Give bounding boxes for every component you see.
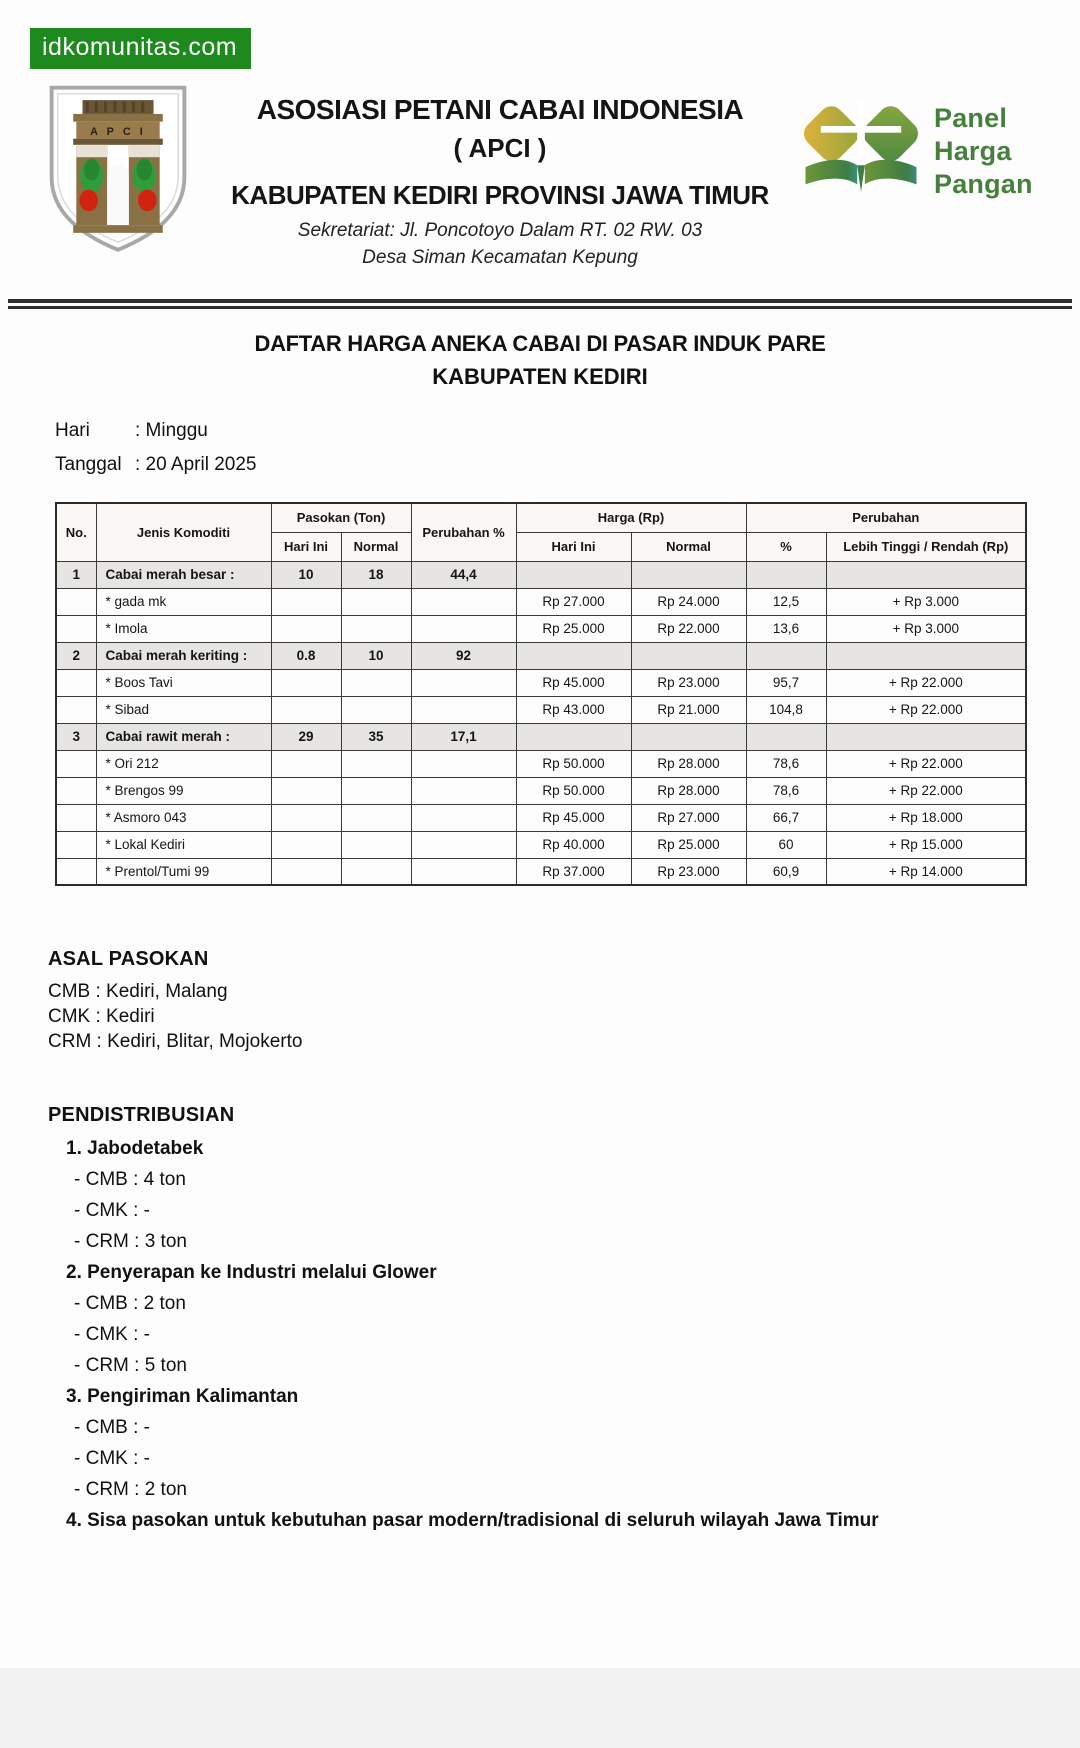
cell-harga-hari-ini — [516, 723, 631, 750]
cell-harga-hari-ini: Rp 25.000 — [516, 615, 631, 642]
org-name: ASOSIASI PETANI CABAI INDONESIA — [256, 94, 744, 125]
cell-pct: 104,8 — [746, 696, 826, 723]
cell-harga-hari-ini — [516, 642, 631, 669]
cell-pasokan-hari-ini: 0.8 — [271, 642, 341, 669]
cell-pasokan-hari-ini — [271, 804, 341, 831]
cell-perubahan-pct — [411, 858, 516, 885]
cell-pasokan-normal — [341, 615, 411, 642]
cell-pct: 78,6 — [746, 777, 826, 804]
asal-pasokan-lines — [48, 979, 1080, 1054]
cell-harga-normal: Rp 23.000 — [631, 858, 746, 885]
distribution-item-line: - CRM : 5 ton — [74, 1355, 187, 1376]
cell-pasokan-hari-ini — [271, 777, 341, 804]
secretariat-line1: Sekretariat: Jl. Poncotoyo Dalam RT. 02 RW. 03 — [297, 220, 703, 241]
col-header-perubahan-pct: Perubahan % — [411, 503, 516, 561]
commodity-category-row — [56, 723, 1026, 750]
cell-selisih: + Rp 22.000 — [826, 696, 1026, 723]
pendistribusian-section — [48, 1104, 1080, 1536]
cell-komoditi: * Lokal Kediri — [96, 831, 271, 858]
cell-no: 1 — [56, 561, 96, 588]
cell-no — [56, 588, 96, 615]
col-group-harga: Harga (Rp) — [516, 503, 746, 532]
distribution-item-line: - CRM : 3 ton — [74, 1231, 187, 1252]
distribution-item-line: - CMB : 2 ton — [74, 1293, 186, 1314]
cell-harga-normal: Rp 21.000 — [631, 696, 746, 723]
cell-komoditi: * gada mk — [96, 588, 271, 615]
cell-perubahan-pct — [411, 615, 516, 642]
commodity-category-row — [56, 561, 1026, 588]
cell-pasokan-hari-ini — [271, 750, 341, 777]
variety-row — [56, 831, 1026, 858]
day-row — [55, 420, 1080, 442]
cell-perubahan-pct — [411, 750, 516, 777]
asal-pasokan-section — [48, 948, 1080, 1054]
cell-pasokan-normal — [341, 831, 411, 858]
distribution-item-line: - CMB : - — [74, 1417, 150, 1438]
cell-selisih: + Rp 3.000 — [826, 588, 1026, 615]
day-label: Hari — [55, 420, 90, 441]
cell-pasokan-normal — [341, 696, 411, 723]
variety-row — [56, 669, 1026, 696]
distribution-item-line: - CMB : 4 ton — [74, 1169, 186, 1190]
cell-perubahan-pct — [411, 804, 516, 831]
cell-harga-normal: Rp 25.000 — [631, 831, 746, 858]
cell-no — [56, 669, 96, 696]
cell-perubahan-pct — [411, 696, 516, 723]
cell-harga-normal — [631, 561, 746, 588]
cell-pasokan-hari-ini — [271, 669, 341, 696]
date-label: Tanggal — [55, 454, 122, 475]
cell-pasokan-hari-ini — [271, 696, 341, 723]
cell-no — [56, 696, 96, 723]
cell-komoditi: * Boos Tavi — [96, 669, 271, 696]
document-title-line2: KABUPATEN KEDIRI — [432, 364, 648, 389]
cell-pasokan-hari-ini — [271, 588, 341, 615]
cell-komoditi: * Prentol/Tumi 99 — [96, 858, 271, 885]
col-group-perubahan: Perubahan — [746, 503, 1026, 532]
asal-pasokan-line: CMK : Kediri — [48, 1006, 155, 1027]
variety-row — [56, 696, 1026, 723]
cell-komoditi: Cabai merah besar : — [96, 561, 271, 588]
cell-pasokan-normal — [341, 858, 411, 885]
distribution-item-label: 3. Pengiriman Kalimantan — [66, 1386, 299, 1407]
commodity-category-row — [56, 642, 1026, 669]
watermark-badge: idkomunitas.com — [30, 28, 251, 69]
cell-perubahan-pct: 44,4 — [411, 561, 516, 588]
pendistribusian-list — [48, 1133, 1080, 1536]
variety-row — [56, 615, 1026, 642]
variety-row — [56, 804, 1026, 831]
price-table-body — [56, 561, 1026, 885]
panel-harga-pangan-icon — [794, 96, 928, 205]
cell-pasokan-normal — [341, 750, 411, 777]
cell-harga-normal: Rp 24.000 — [631, 588, 746, 615]
cell-komoditi: * Brengos 99 — [96, 777, 271, 804]
cell-komoditi: * Imola — [96, 615, 271, 642]
cell-pct: 66,7 — [746, 804, 826, 831]
cell-harga-normal — [631, 723, 746, 750]
col-header-harga-hari-ini: Hari Ini — [516, 532, 631, 561]
cell-no — [56, 858, 96, 885]
col-header-selisih: Lebih Tinggi / Rendah (Rp) — [826, 532, 1026, 561]
col-header-harga-normal: Normal — [631, 532, 746, 561]
cell-pasokan-hari-ini — [271, 831, 341, 858]
panel-logo-line1: Panel — [934, 103, 1008, 133]
cell-pct: 60 — [746, 831, 826, 858]
cell-no — [56, 777, 96, 804]
day-date-block — [55, 420, 1080, 476]
cell-no: 3 — [56, 723, 96, 750]
cell-selisih: + Rp 22.000 — [826, 669, 1026, 696]
cell-pct: 78,6 — [746, 750, 826, 777]
cell-selisih — [826, 642, 1026, 669]
cell-pasokan-normal: 18 — [341, 561, 411, 588]
cell-harga-normal: Rp 28.000 — [631, 750, 746, 777]
cell-harga-hari-ini: Rp 40.000 — [516, 831, 631, 858]
date-row — [55, 454, 1080, 476]
cell-perubahan-pct — [411, 588, 516, 615]
cell-komoditi: Cabai merah keriting : — [96, 642, 271, 669]
document-title-line1: DAFTAR HARGA ANEKA CABAI DI PASAR INDUK PARE — [254, 331, 826, 356]
cell-pct: 12,5 — [746, 588, 826, 615]
panel-logo-line3: Pangan — [934, 169, 1033, 199]
variety-row — [56, 777, 1026, 804]
cell-no — [56, 750, 96, 777]
cell-pct: 95,7 — [746, 669, 826, 696]
cell-no — [56, 831, 96, 858]
col-header-pct: % — [746, 532, 826, 561]
cell-harga-normal: Rp 28.000 — [631, 777, 746, 804]
cell-harga-normal: Rp 22.000 — [631, 615, 746, 642]
distribution-item-label: 4. Sisa pasokan untuk kebutuhan pasar modern/tradisional di seluruh wilayah Jawa Timur — [66, 1510, 879, 1531]
cell-perubahan-pct — [411, 831, 516, 858]
cell-selisih: + Rp 15.000 — [826, 831, 1026, 858]
cell-selisih — [826, 723, 1026, 750]
org-region: KABUPATEN KEDIRI PROVINSI JAWA TIMUR — [231, 180, 769, 210]
cell-harga-hari-ini: Rp 27.000 — [516, 588, 631, 615]
cell-selisih: + Rp 22.000 — [826, 777, 1026, 804]
cell-no: 2 — [56, 642, 96, 669]
org-title-block — [206, 80, 794, 269]
cell-perubahan-pct — [411, 669, 516, 696]
svg-text:A P C I: A P C I — [90, 125, 146, 138]
cell-pct — [746, 561, 826, 588]
distribution-item-line: - CMK : - — [74, 1324, 150, 1345]
cell-pasokan-hari-ini: 10 — [271, 561, 341, 588]
cell-no — [56, 615, 96, 642]
asal-pasokan-line: CRM : Kediri, Blitar, Mojokerto — [48, 1031, 303, 1052]
cell-perubahan-pct: 17,1 — [411, 723, 516, 750]
distribution-item-line: - CMK : - — [74, 1200, 150, 1221]
cell-pct — [746, 723, 826, 750]
cell-harga-hari-ini: Rp 45.000 — [516, 804, 631, 831]
scan-bottom-margin — [0, 1668, 1080, 1748]
cell-selisih: + Rp 14.000 — [826, 858, 1026, 885]
variety-row — [56, 750, 1026, 777]
distribution-item-line: - CRM : 2 ton — [74, 1479, 187, 1500]
cell-harga-hari-ini — [516, 561, 631, 588]
cell-harga-normal — [631, 642, 746, 669]
cell-selisih — [826, 561, 1026, 588]
cell-komoditi: Cabai rawit merah : — [96, 723, 271, 750]
document-title — [0, 331, 1080, 390]
col-header-no: No. — [56, 503, 96, 561]
cell-pasokan-normal: 35 — [341, 723, 411, 750]
distribution-item-label: 2. Penyerapan ke Industri melalui Glower — [66, 1262, 437, 1283]
cell-harga-normal: Rp 23.000 — [631, 669, 746, 696]
cell-harga-hari-ini: Rp 50.000 — [516, 777, 631, 804]
panel-logo-line2: Harga — [934, 136, 1012, 166]
cell-harga-hari-ini: Rp 50.000 — [516, 750, 631, 777]
asal-pasokan-line: CMB : Kediri, Malang — [48, 981, 228, 1002]
variety-row — [56, 588, 1026, 615]
price-table-header — [56, 503, 1026, 561]
pendistribusian-title: PENDISTRIBUSIAN — [48, 1104, 235, 1126]
col-group-pasokan: Pasokan (Ton) — [271, 503, 411, 532]
date-value: : 20 April 2025 — [135, 454, 257, 475]
distribution-item-line: - CMK : - — [74, 1448, 150, 1469]
cell-perubahan-pct: 92 — [411, 642, 516, 669]
cell-pasokan-hari-ini — [271, 858, 341, 885]
cell-komoditi: * Ori 212 — [96, 750, 271, 777]
panel-logo-text — [934, 96, 1033, 201]
cell-selisih: + Rp 22.000 — [826, 750, 1026, 777]
cell-perubahan-pct — [411, 777, 516, 804]
col-header-pasokan-hari-ini: Hari Ini — [271, 532, 341, 561]
cell-harga-hari-ini: Rp 37.000 — [516, 858, 631, 885]
cell-pasokan-hari-ini — [271, 615, 341, 642]
cell-no — [56, 804, 96, 831]
cell-harga-normal: Rp 27.000 — [631, 804, 746, 831]
cell-selisih: + Rp 18.000 — [826, 804, 1026, 831]
price-table — [55, 502, 1027, 886]
cell-pasokan-hari-ini: 29 — [271, 723, 341, 750]
cell-pasokan-normal — [341, 777, 411, 804]
cell-selisih: + Rp 3.000 — [826, 615, 1026, 642]
cell-pasokan-normal — [341, 669, 411, 696]
org-abbr: ( APCI ) — [453, 133, 547, 163]
cell-harga-hari-ini: Rp 45.000 — [516, 669, 631, 696]
apci-shield-icon — [38, 80, 206, 261]
cell-pasokan-normal: 10 — [341, 642, 411, 669]
header-divider — [8, 299, 1072, 309]
day-value: : Minggu — [135, 420, 208, 441]
cell-pasokan-normal — [341, 588, 411, 615]
cell-pct — [746, 642, 826, 669]
cell-pasokan-normal — [341, 804, 411, 831]
col-header-pasokan-normal: Normal — [341, 532, 411, 561]
col-header-komoditi: Jenis Komoditi — [96, 503, 271, 561]
secretariat-line2: Desa Siman Kecamatan Kepung — [362, 247, 638, 268]
distribution-item-label: 1. Jabodetabek — [66, 1138, 204, 1159]
cell-komoditi: * Asmoro 043 — [96, 804, 271, 831]
cell-harga-hari-ini: Rp 43.000 — [516, 696, 631, 723]
cell-pct: 13,6 — [746, 615, 826, 642]
variety-row — [56, 858, 1026, 885]
asal-pasokan-title: ASAL PASOKAN — [48, 948, 209, 970]
cell-komoditi: * Sibad — [96, 696, 271, 723]
cell-pct: 60,9 — [746, 858, 826, 885]
panel-harga-pangan-logo — [794, 80, 1044, 205]
